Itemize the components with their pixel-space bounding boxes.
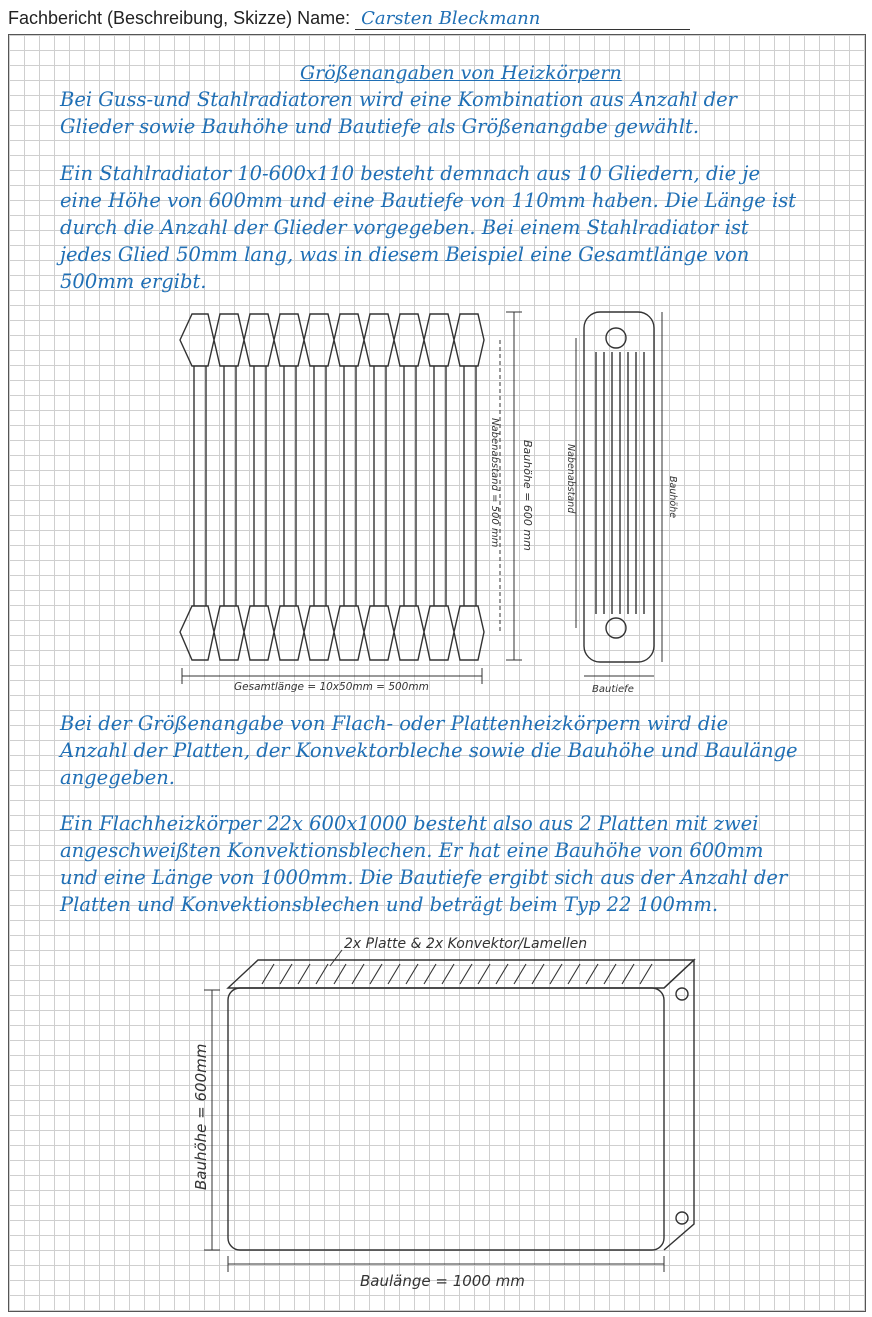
panel-front-face (228, 988, 664, 1250)
paragraph-steel-radiator-example: Ein Stahlradiator 10-600x110 besteht demnach aus 10 Gliedern, die je eine Höhe von 600mm und eine Bautiefe von 110mm haben. Die Länge ist durch die Anzahl der Glieder vorgegeben. Bei einem Stahlradiator ist jedes Glied 50mm lang, was in diesem Beispiel eine Gesamtlänge von 500mm ergibt. (60, 162, 797, 293)
panel-height-label: Bauhöhe = 600mm (192, 1043, 210, 1190)
total-length-label: Gesamtlänge = 10x50mm = 500mm (234, 681, 429, 693)
plates-convectors-label: 2x Platte & 2x Konvektor/Lamellen (344, 936, 588, 952)
paragraph-cast-steel-radiators: Bei Guss-und Stahlradiatoren wird eine Kombination aus Anzahl der Glieder sowie Bauhöhe und Bautiefe als Größenangabe gewählt. (60, 88, 737, 138)
front-height-label: Bauhöhe = 600 mm (521, 440, 534, 551)
panel-side-face (664, 960, 694, 1250)
author-name: Carsten Bleckmann (355, 8, 690, 30)
top-connection-icon (676, 988, 688, 1000)
side-depth-label: Bautiefe (592, 684, 634, 695)
convector-fins (262, 964, 652, 984)
panel-dimension-lines (204, 990, 664, 1272)
side-height-label: Bauhöhe (667, 476, 678, 519)
fin-pointer-arrow (330, 950, 342, 966)
panel-length-label: Baulänge = 1000 mm (360, 1272, 525, 1290)
bottom-connection-icon (676, 1212, 688, 1224)
paragraph-panel-radiator-example: Ein Flachheizkörper 22x 600x1000 besteht also aus 2 Platten mit zwei angeschweißten Konvektionsblechen. Er hat eine Bauhöhe von 600mm und eine Länge von 1000mm. Die Bautiefe ergibt sich aus der Anzahl der Platten und Konvektionsblechen und beträgt beim Typ 22 100mm. (60, 812, 788, 916)
paragraph-panel-radiators: Bei der Größenangabe von Flach- oder Plattenheizkörpern wird die Anzahl der Platten, der Konvektorbleche sowie die Bauhöhe und Baulänge angegeben. (60, 712, 798, 789)
side-hub-distance-label: Nabenabstand (565, 444, 576, 514)
header-label: Fachbericht (Beschreibung, Skizze) Name: (8, 8, 351, 28)
page-title: Größenangaben von Heizkörpern (300, 62, 622, 84)
front-hub-distance-label: Nabenabstand = 500 mm (489, 418, 500, 548)
